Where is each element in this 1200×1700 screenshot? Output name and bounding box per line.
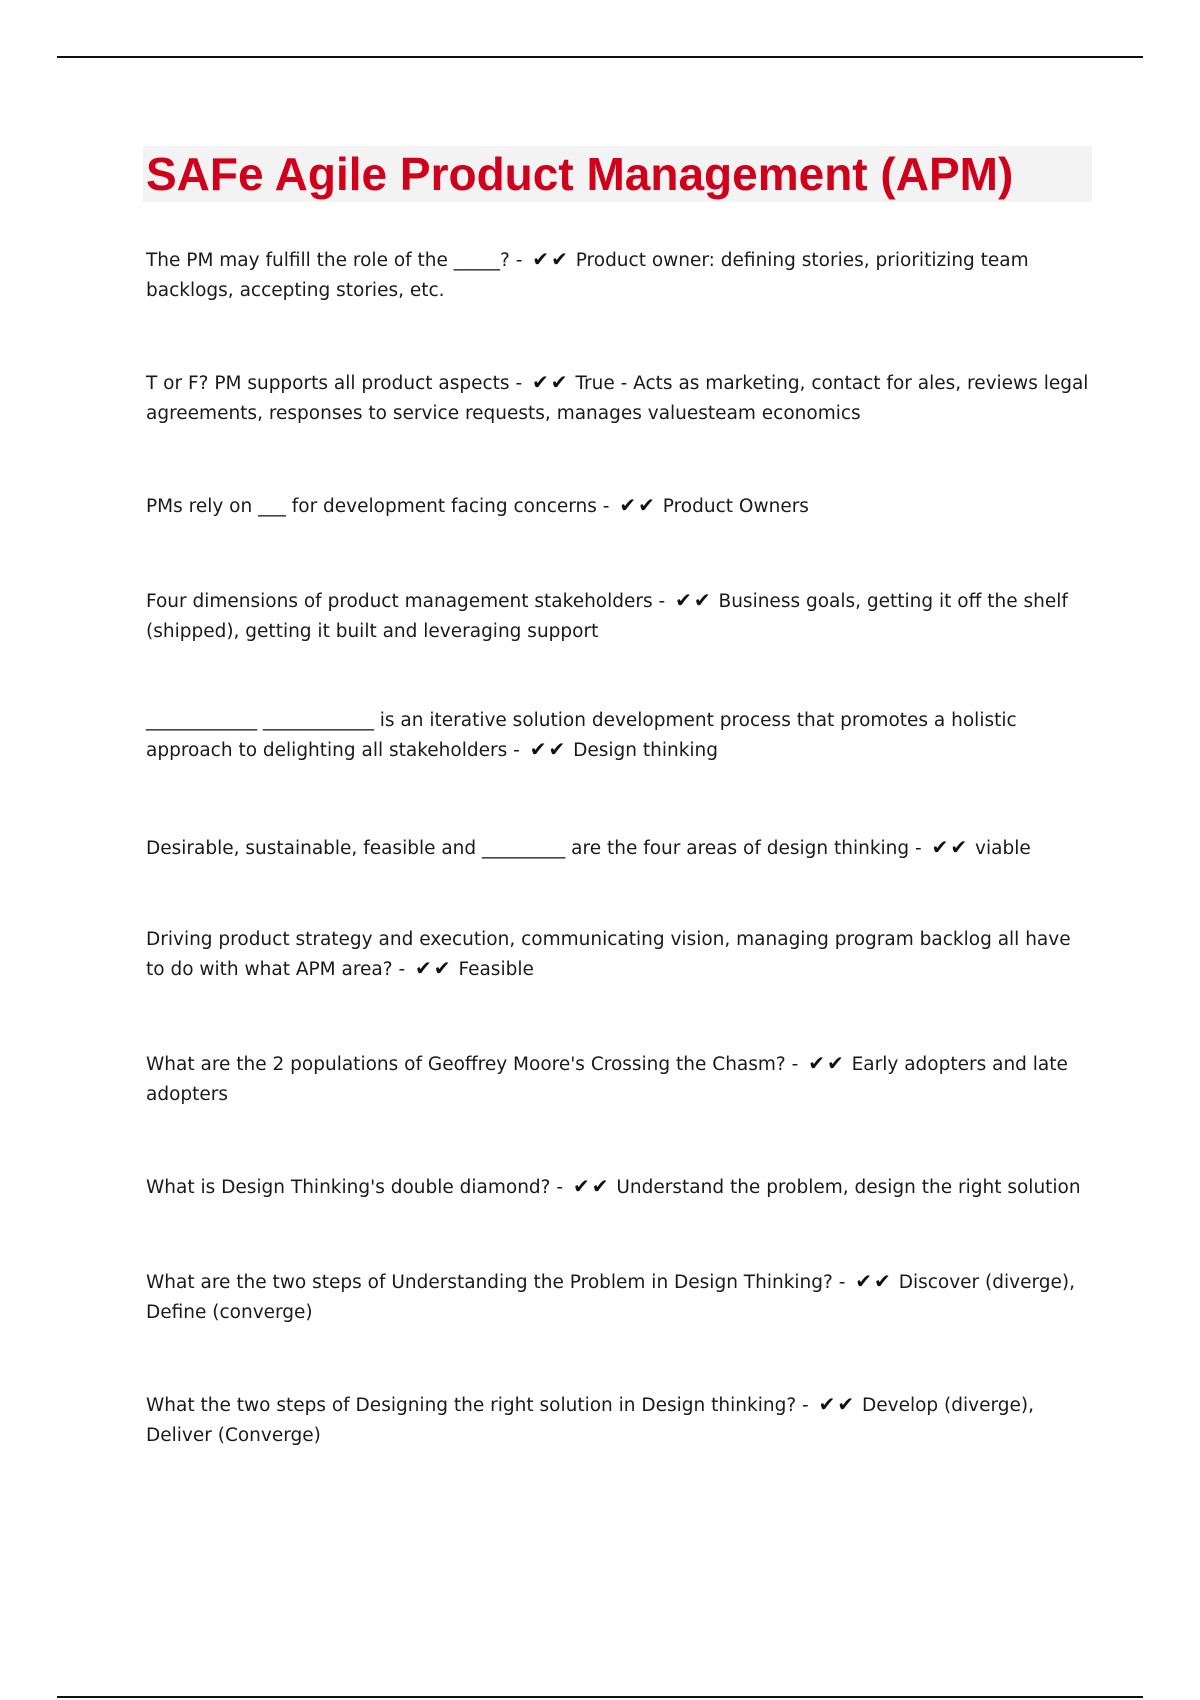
check-icon: ✔ bbox=[808, 1051, 825, 1075]
question-text: Driving product strategy and execution, communicating vision, managing program backlog all have to do with what APM area? - bbox=[146, 929, 1071, 980]
document-title: SAFe Agile Product Management (APM) bbox=[146, 148, 1014, 200]
answer-text: Develop (diverge), Deliver (Converge) bbox=[146, 1395, 1034, 1446]
qa-item-11 bbox=[146, 1391, 1091, 1451]
check-icon: ✔ bbox=[818, 1392, 836, 1416]
qa-item-10 bbox=[146, 1268, 1091, 1328]
check-icon: ✔ bbox=[532, 247, 550, 271]
question-text: What is Design Thinking's double diamond? - bbox=[146, 1177, 564, 1198]
bottom-rule bbox=[57, 1696, 1143, 1698]
qa-item-2 bbox=[146, 369, 1091, 429]
check-icon: ✔ bbox=[529, 737, 547, 761]
check-icon: ✔ bbox=[874, 1269, 891, 1293]
qa-item-4 bbox=[146, 587, 1091, 647]
check-icon: ✔ bbox=[433, 956, 451, 980]
question-text: Four dimensions of product management stakeholders - bbox=[146, 591, 666, 612]
check-icon: ✔ bbox=[931, 835, 949, 859]
answer-text: Understand the problem, design the right solution bbox=[616, 1177, 1081, 1198]
question-text: T or F? PM supports all product aspects - bbox=[146, 373, 523, 394]
answer-text: viable bbox=[975, 838, 1031, 859]
answer-text: Business goals, getting it off the shelf (shipped), getting it built and leveraging support bbox=[146, 591, 1068, 642]
answer-text: Product Owners bbox=[662, 496, 809, 517]
question-text: What are the two steps of Understanding the Problem in Design Thinking? - bbox=[146, 1272, 846, 1293]
answer-text: Product owner: defining stories, prioritizing team backlogs, accepting stories, etc. bbox=[146, 250, 1029, 301]
check-icon: ✔ bbox=[693, 588, 711, 612]
qa-item-8 bbox=[146, 1050, 1091, 1110]
check-icon: ✔ bbox=[855, 1269, 873, 1293]
qa-item-3 bbox=[146, 492, 1091, 522]
top-rule bbox=[57, 56, 1143, 58]
qa-item-7 bbox=[146, 925, 1091, 985]
check-icon: ✔ bbox=[548, 737, 566, 761]
answer-text: Design thinking bbox=[573, 740, 719, 761]
check-icon: ✔ bbox=[826, 1051, 844, 1075]
qa-item-9 bbox=[146, 1173, 1091, 1203]
question-text: The PM may fulfill the role of the _____? - bbox=[146, 250, 523, 271]
check-icon: ✔ bbox=[550, 370, 568, 394]
question-text: Desirable, sustainable, feasible and _________ are the four areas of design thinking - bbox=[146, 838, 922, 859]
check-icon: ✔ bbox=[591, 1174, 609, 1198]
check-icon: ✔ bbox=[675, 588, 692, 612]
question-text: ____________ ____________ is an iterative solution development process that promotes a holistic approach to delighting all stakeholders - bbox=[146, 710, 1017, 761]
answer-text: Early adopters and late adopters bbox=[146, 1054, 1068, 1105]
check-icon: ✔ bbox=[551, 247, 568, 271]
qa-item-5 bbox=[146, 706, 1091, 766]
qa-item-1 bbox=[146, 246, 1091, 306]
question-text: What the two steps of Designing the right solution in Design thinking? - bbox=[146, 1395, 809, 1416]
check-icon: ✔ bbox=[950, 835, 968, 859]
check-icon: ✔ bbox=[837, 1392, 855, 1416]
qa-item-6 bbox=[146, 834, 1091, 864]
answer-text: Feasible bbox=[458, 959, 534, 980]
check-icon: ✔ bbox=[572, 1174, 590, 1198]
question-text: What are the 2 populations of Geoffrey Moore's Crossing the Chasm? - bbox=[146, 1054, 799, 1075]
check-icon: ✔ bbox=[532, 370, 549, 394]
answer-text: True - Acts as marketing, contact for ales, reviews legal agreements, responses to service requests, manages valuesteam economics bbox=[146, 373, 1089, 424]
question-text: PMs rely on ___ for development facing concerns - bbox=[146, 496, 610, 517]
check-icon: ✔ bbox=[619, 493, 637, 517]
answer-text: Discover (diverge), Define (converge) bbox=[146, 1272, 1075, 1323]
check-icon: ✔ bbox=[415, 956, 432, 980]
check-icon: ✔ bbox=[638, 493, 655, 517]
